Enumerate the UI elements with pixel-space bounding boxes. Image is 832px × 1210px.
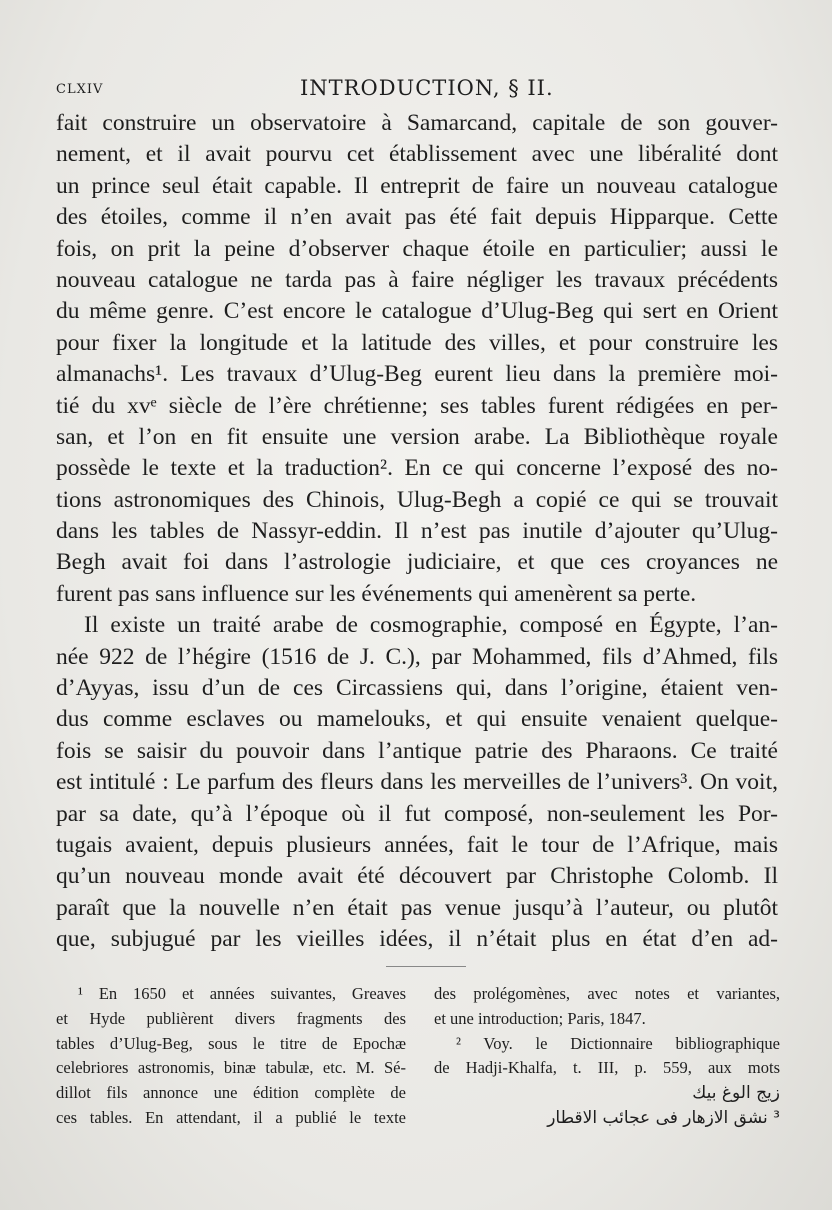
footnotes-left-column bbox=[56, 982, 406, 1131]
text-line: tions astronomiques des Chinois, Ulug-Begh a copié ce qui se trouvait bbox=[56, 486, 778, 513]
footnote-line: ¹ En 1650 et années suivantes, Greaves bbox=[78, 984, 406, 1003]
footnote-line: de Hadji-Khalfa, t. III, p. 559, aux mots bbox=[434, 1058, 780, 1078]
footnote-line: tables d’Ulug-Beg, sous le titre de Epochæ bbox=[56, 1033, 406, 1053]
text-line: possède le texte et la traduction². En ce qui concerne l’exposé des no- bbox=[56, 455, 778, 482]
text-line: tugais avaient, depuis plusieurs années, fait le tour de l’Afrique, mais bbox=[56, 831, 778, 858]
footnotes-right-column bbox=[434, 982, 780, 1131]
text-line: fois se saisir du pouvoir dans l’antique patrie des Pharaons. Ce traité bbox=[56, 737, 778, 764]
text-line: Begh avait foi dans l’astrologie judiciaire, et que ces croyances ne bbox=[56, 549, 778, 576]
footnote-line: ces tables. En attendant, il a publié le texte bbox=[56, 1107, 406, 1127]
arabic-title-line: زيج الوغ بيك bbox=[692, 1083, 780, 1104]
text-line: des étoiles, comme il n’en avait pas été fait depuis Hipparque. Cette bbox=[56, 204, 778, 231]
footnote-line: et Hyde publièrent divers fragments des bbox=[56, 1008, 406, 1028]
text-line: pour fixer la longitude et la latitude des villes, et pour construire les bbox=[56, 329, 778, 356]
text-line: fait construire un observatoire à Samarcand, capitale de son gouver- bbox=[56, 110, 778, 136]
text-line: que, subjugué par les vieilles idées, il n’était plus en état d’en ad- bbox=[56, 926, 778, 953]
text-line: nouveau catalogue ne tarda pas à faire négliger les travaux précédents bbox=[56, 266, 778, 293]
text-line: du même genre. C’est encore le catalogue d’Ulug-Beg qui sert en Orient bbox=[56, 298, 778, 325]
arabic-title-line: ³ نشق الازهار فى عجائب الاقطار bbox=[547, 1107, 780, 1128]
footnote-line: ² Voy. le Dictionnaire bibliographique bbox=[456, 1033, 780, 1053]
text-line: almanachs¹. Les travaux d’Ulug-Beg eurent lieu dans la première moi- bbox=[56, 361, 778, 388]
text-line: nement, et il avait pourvu cet établissement avec une libéralité dont bbox=[56, 141, 778, 168]
text-line: Il existe un traité arabe de cosmographie, composé en Égypte, l’an- bbox=[84, 612, 778, 639]
footnote-line: dillot fils annonce une édition complète de bbox=[56, 1083, 406, 1103]
footnote-rule bbox=[386, 966, 466, 967]
text-line: qu’un nouveau monde avait été découvert par Christophe Colomb. Il bbox=[56, 863, 778, 890]
text-line: furent pas sans influence sur les événements qui amenèrent sa perte. bbox=[56, 580, 697, 607]
text-line: paraît que la nouvelle n’en était pas venue jusqu’à l’auteur, ou plutôt bbox=[56, 894, 778, 921]
footnote-line: des prolégomènes, avec notes et variantes, bbox=[434, 984, 780, 1003]
text-line: un prince seul était capable. Il entreprit de faire un nouveau catalogue bbox=[56, 172, 778, 199]
page-header bbox=[56, 76, 776, 104]
text-line: est intitulé : Le parfum des fleurs dans les merveilles de l’univers³. On voit, bbox=[56, 769, 778, 796]
text-line: fois, on prit la peine d’observer chaque étoile en particulier; aussi le bbox=[56, 235, 778, 262]
text-line: d’Ayyas, issu d’un de ces Circassiens qui, dans l’origine, étaient ven- bbox=[56, 675, 778, 702]
text-line: née 922 de l’hégire (1516 de J. C.), par Mohammed, fils d’Ahmed, fils bbox=[56, 643, 778, 670]
footnote-line: celebriores astronomis, binæ tabulæ, etc. M. Sé- bbox=[56, 1058, 406, 1078]
running-title: INTRODUCTION, § II. bbox=[300, 76, 554, 100]
text-line: par sa date, qu’à l’époque où il fut composé, non-seulement les Por- bbox=[56, 800, 778, 827]
text-line: dans les tables de Nassyr-eddin. Il n’est pas inutile d’ajouter qu’Ulug- bbox=[56, 518, 778, 545]
text-line: tié du xvᵉ siècle de l’ère chrétienne; ses tables furent rédigées en per- bbox=[56, 392, 778, 419]
text-line: san, et l’on en fit ensuite une version arabe. La Bibliothèque royale bbox=[56, 423, 778, 450]
text-line: dus comme esclaves ou mamelouks, et qui ensuite venaient quelque- bbox=[56, 706, 778, 733]
footnote-line: et une introduction; Paris, 1847. bbox=[434, 1008, 646, 1028]
folio-number: CLXIV bbox=[56, 82, 104, 97]
main-text bbox=[56, 108, 778, 956]
